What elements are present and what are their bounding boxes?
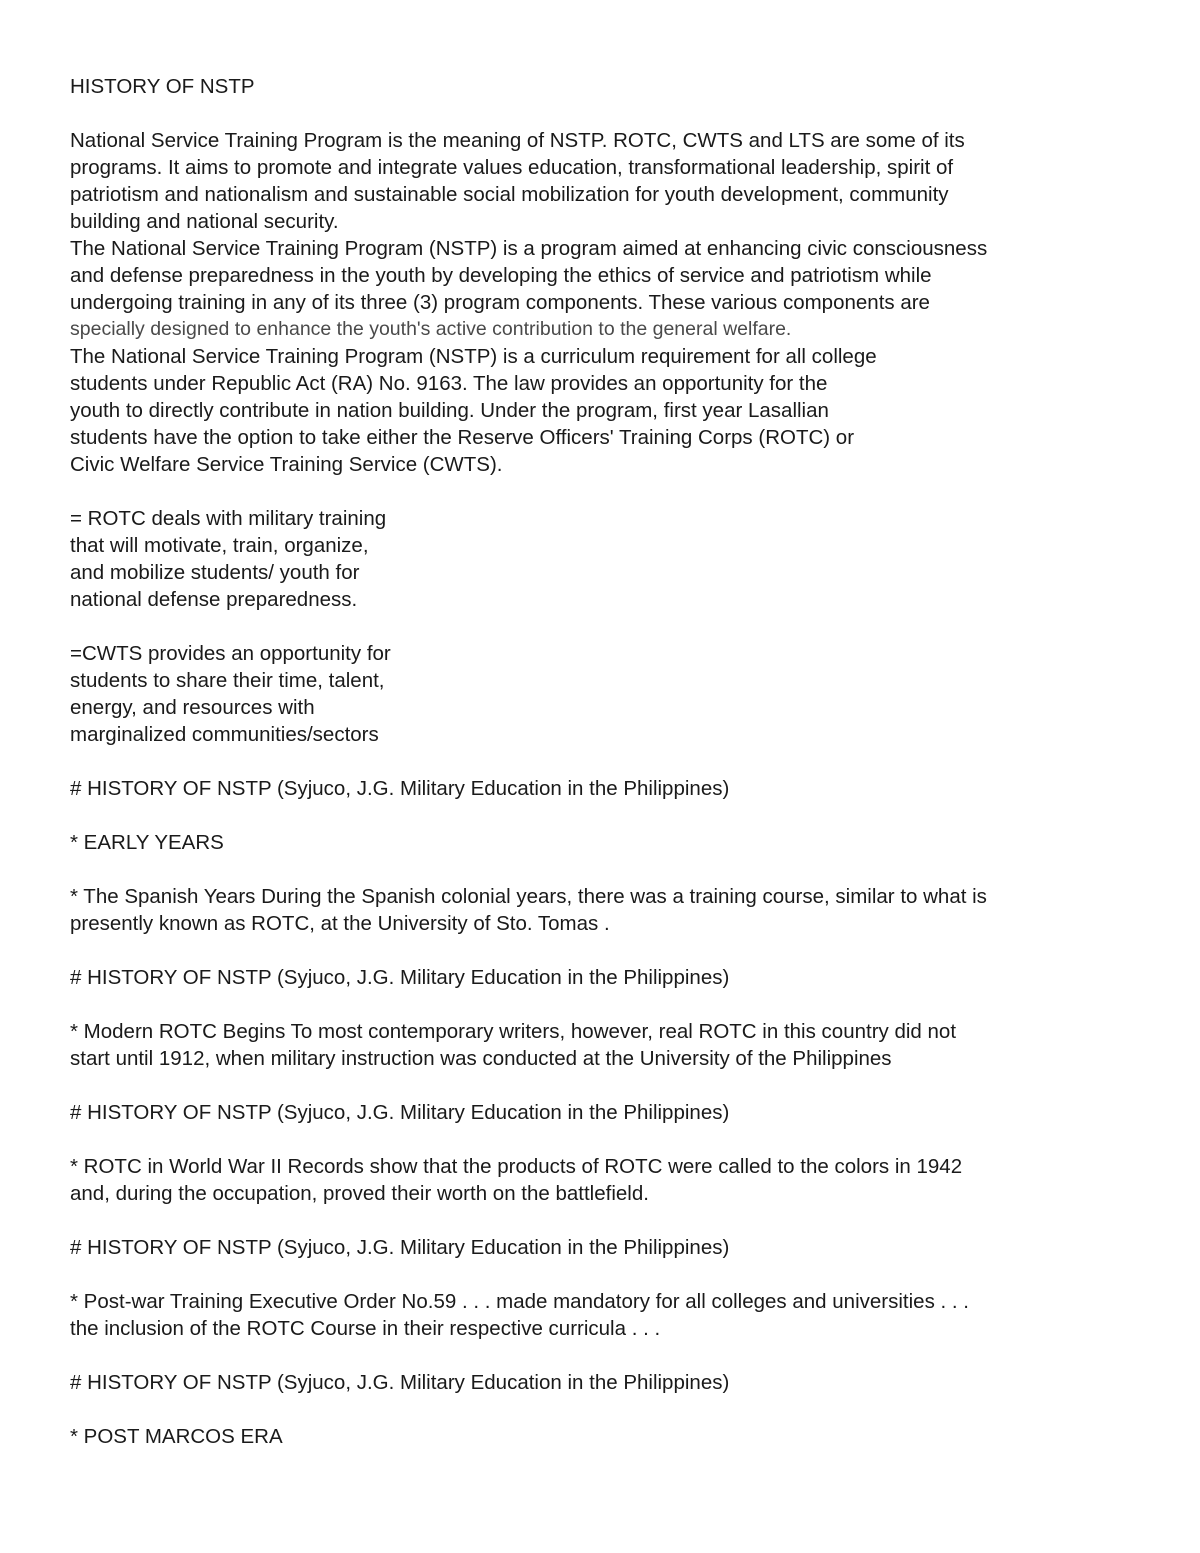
paragraph-line: and defense preparedness in the youth by developing the ethics of service and patriotism while (70, 264, 932, 287)
document-title: HISTORY OF NSTP (70, 75, 255, 98)
paragraph-line: students under Republic Act (RA) No. 9163. The law provides an opportunity for the (70, 372, 828, 395)
paragraph-line: the inclusion of the ROTC Course in their respective curricula . . . (70, 1317, 661, 1340)
spacer (70, 1396, 1150, 1423)
paragraph-line: undergoing training in any of its three (3) program components. These various components are (70, 291, 930, 314)
definition-line: students to share their time, talent, (70, 669, 385, 692)
paragraph-line: National Service Training Program is the meaning of NSTP. ROTC, CWTS and LTS are some of its (70, 129, 965, 152)
spacer (70, 856, 1150, 883)
intro-paragraph (70, 127, 1150, 235)
spacer (70, 937, 1150, 964)
source-heading: # HISTORY OF NSTP (Syjuco, J.G. Military Education in the Philippines) (70, 1371, 730, 1394)
definition-line: that will motivate, train, organize, (70, 534, 369, 557)
paragraph-line: * Modern ROTC Begins To most contemporary writers, however, real ROTC in this country did not (70, 1020, 957, 1043)
section-post-marcos: * POST MARCOS ERA (70, 1425, 283, 1448)
spacer (70, 802, 1150, 829)
source-heading: # HISTORY OF NSTP (Syjuco, J.G. Military Education in the Philippines) (70, 1236, 730, 1259)
paragraph-line: Civic Welfare Service Training Service (CWTS). (70, 453, 503, 476)
section-early-years: * EARLY YEARS (70, 831, 224, 854)
spacer (70, 100, 1150, 127)
paragraph-line: building and national security. (70, 210, 339, 233)
section-modern-rotc (70, 1018, 1150, 1072)
paragraph-line: specially designed to enhance the youth's active contribution to the general welfare. (70, 318, 792, 340)
paragraph-line: * ROTC in World War II Records show that the products of ROTC were called to the colors in 1942 (70, 1155, 963, 1178)
paragraph-line: presently known as ROTC, at the University of Sto. Tomas . (70, 912, 610, 935)
paragraph-line: * The Spanish Years During the Spanish colonial years, there was a training course, similar to what is (70, 885, 987, 908)
paragraph-line: youth to directly contribute in nation building. Under the program, first year Lasallian (70, 399, 829, 422)
section-post-war (70, 1288, 1150, 1342)
definition-line: marginalized communities/sectors (70, 723, 379, 746)
paragraph-line: The National Service Training Program (NSTP) is a curriculum requirement for all college (70, 345, 877, 368)
definition-line: =CWTS provides an opportunity for (70, 642, 391, 665)
spacer (70, 613, 1150, 640)
paragraph-line: students have the option to take either the Reserve Officers' Training Corps (ROTC) or (70, 426, 855, 449)
spacer (70, 1261, 1150, 1288)
paragraph-line: patriotism and nationalism and sustainable social mobilization for youth development, community (70, 183, 949, 206)
paragraph-line: programs. It aims to promote and integrate values education, transformational leadership, spirit of (70, 156, 954, 179)
spacer (70, 1072, 1150, 1099)
curriculum-paragraph (70, 343, 1150, 478)
section-ww2 (70, 1153, 1150, 1207)
definition-line: energy, and resources with (70, 696, 315, 719)
cwts-definition (70, 640, 1150, 748)
paragraph-line: and, during the occupation, proved their worth on the battlefield. (70, 1182, 649, 1205)
spacer (70, 478, 1150, 505)
spacer (70, 1207, 1150, 1234)
paragraph-line: start until 1912, when military instruction was conducted at the University of the Philippines (70, 1047, 892, 1070)
source-heading: # HISTORY OF NSTP (Syjuco, J.G. Military Education in the Philippines) (70, 966, 730, 989)
paragraph-line: * Post-war Training Executive Order No.59 . . . made mandatory for all colleges and universities . . . (70, 1290, 969, 1313)
program-paragraph (70, 235, 1150, 343)
spacer (70, 991, 1150, 1018)
definition-line: and mobilize students/ youth for (70, 561, 360, 584)
source-heading: # HISTORY OF NSTP (Syjuco, J.G. Military Education in the Philippines) (70, 1101, 730, 1124)
section-spanish-years (70, 883, 1150, 937)
spacer (70, 1126, 1150, 1153)
rotc-definition (70, 505, 1150, 613)
definition-line: = ROTC deals with military training (70, 507, 387, 530)
paragraph-line: The National Service Training Program (NSTP) is a program aimed at enhancing civic consciousness (70, 237, 988, 260)
document-body (70, 73, 1150, 1450)
spacer (70, 1342, 1150, 1369)
source-heading: # HISTORY OF NSTP (Syjuco, J.G. Military Education in the Philippines) (70, 777, 730, 800)
definition-line: national defense preparedness. (70, 588, 358, 611)
spacer (70, 748, 1150, 775)
